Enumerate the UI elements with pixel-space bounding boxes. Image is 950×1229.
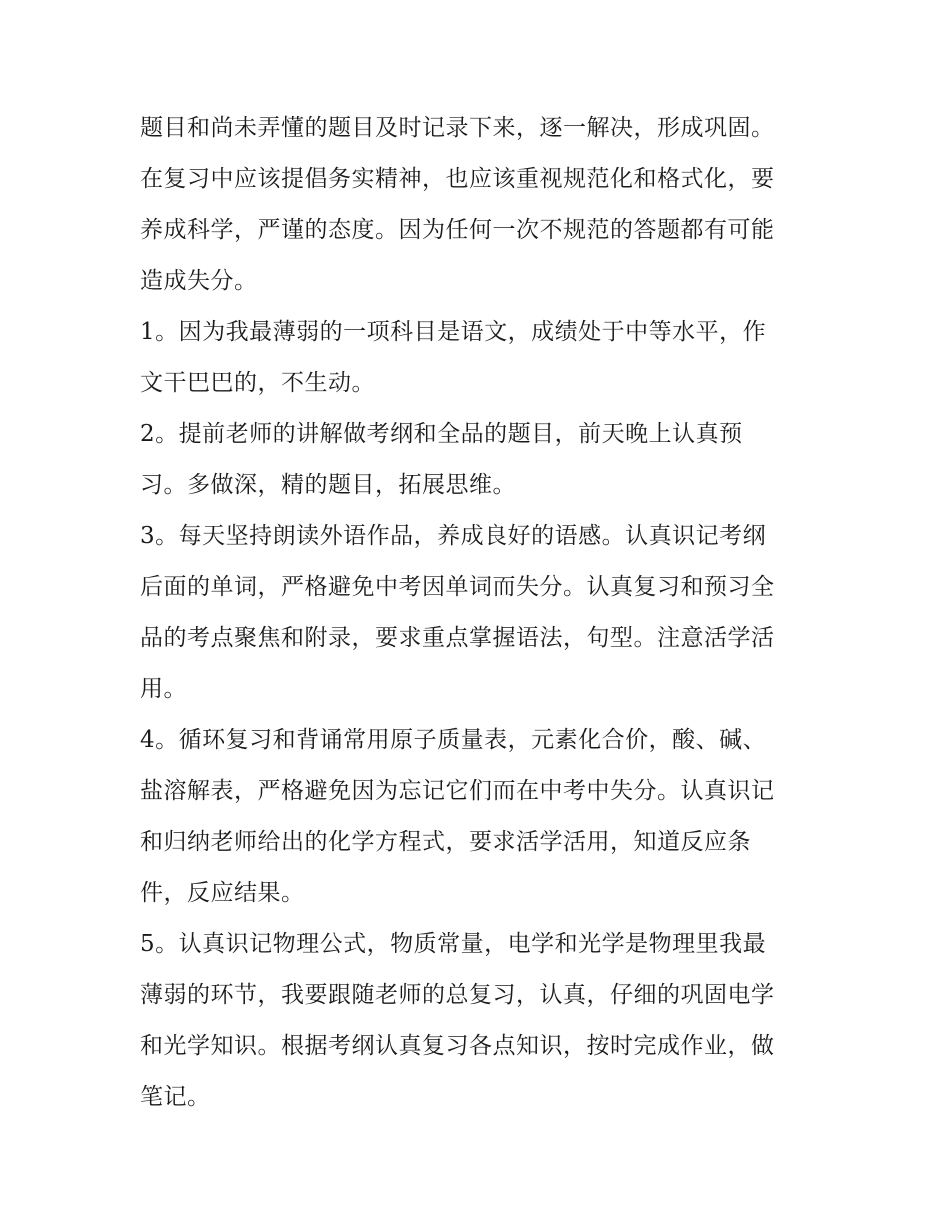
text-line: 文干巴巴的，不生动。 <box>140 370 375 396</box>
text-line: 造成失分。 <box>140 268 258 294</box>
text-line: 笔记。 <box>140 1084 211 1110</box>
text-line: 养成科学，严谨的态度。因为任何一次不规范的答题都有可能 <box>140 217 775 243</box>
text-line: 后面的单词，严格避免中考因单词而失分。认真复习和预习全 <box>140 574 775 600</box>
text-line: 5。认真识记物理公式，物质常量，电学和光学是物理里我最 <box>140 931 767 957</box>
text-line: 在复习中应该提倡务实精神，也应该重视规范化和格式化，要 <box>140 166 775 192</box>
text-line: 品的考点聚焦和附录，要求重点掌握语法，句型。注意活学活 <box>140 625 775 651</box>
text-line: 2。提前老师的讲解做考纲和全品的题目，前天晚上认真预 <box>140 421 743 447</box>
text-line: 盐溶解表，严格避免因为忘记它们而在中考中失分。认真识记 <box>140 778 775 804</box>
text-line: 件，反应结果。 <box>140 880 305 906</box>
text-line: 和归纳老师给出的化学方程式，要求活学活用，知道反应条 <box>140 829 751 855</box>
text-line: 习。多做深，精的题目，拓展思维。 <box>140 472 516 498</box>
text-line: 和光学知识。根据考纲认真复习各点知识，按时完成作业，做 <box>140 1033 775 1059</box>
text-line: 3。每天坚持朗读外语作品，养成良好的语感。认真识记考纲 <box>140 523 767 549</box>
text-line: 薄弱的环节，我要跟随老师的总复习，认真，仔细的巩固电学 <box>140 982 775 1008</box>
text-line: 4。循环复习和背诵常用原子质量表，元素化合价，酸、碱、 <box>140 727 767 753</box>
text-line: 用。 <box>140 676 187 702</box>
text-line: 题目和尚未弄懂的题目及时记录下来，逐一解决，形成巩固。 <box>140 115 775 141</box>
text-line: 1。因为我最薄弱的一项科目是语文，成绩处于中等水平，作 <box>140 319 767 345</box>
